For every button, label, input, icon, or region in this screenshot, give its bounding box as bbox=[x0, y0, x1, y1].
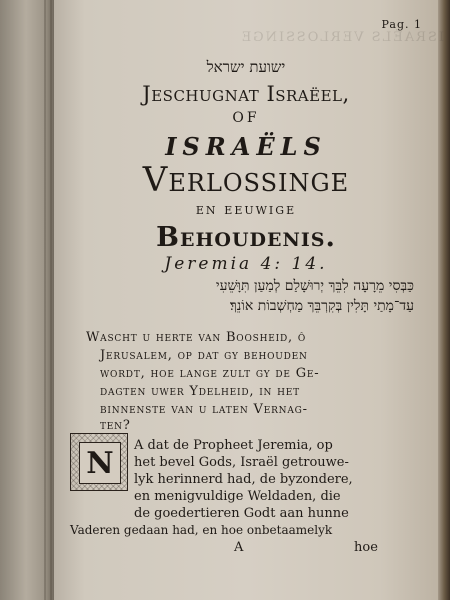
ornamental-dropcap bbox=[70, 433, 128, 491]
catchword: hoe bbox=[354, 540, 378, 555]
body-line: A dat de Propheet Jeremia, op bbox=[134, 438, 333, 453]
hebrew-title: ישועת ישראל bbox=[206, 58, 286, 76]
page-edge-line bbox=[50, 0, 52, 600]
title-israels: ISRAËLS bbox=[165, 132, 327, 161]
page-edge-line bbox=[44, 0, 46, 600]
title-verlossinge: Verlossinge bbox=[142, 160, 350, 200]
body-line: en menigvuldige Weldaden, die bbox=[134, 489, 341, 504]
verse-line: Wascht u herte van Boosheid, ô bbox=[86, 330, 307, 345]
show-through-text: ISRAËLS VERLOSSINGE bbox=[239, 30, 444, 45]
body-line: het bevel Gods, Israël getrouwe- bbox=[134, 455, 349, 470]
body-line: Vaderen gedaan had, en hoe onbetaamelyk bbox=[70, 523, 333, 537]
verse-line: binnenste van u laten Vernag- bbox=[100, 402, 308, 417]
hebrew-verse-line: עַד־מָתַי תָּלִין בְּקִרְבֵּךְ מַחְשְׁבוֹת אוֹנֵךְ׃ bbox=[229, 298, 414, 314]
book-page bbox=[54, 0, 444, 600]
title-of: OF bbox=[232, 110, 260, 126]
scripture-reference: Jeremia 4: 14. bbox=[164, 254, 328, 274]
verse-line: wordt, hoe lange zult gy de Ge- bbox=[100, 366, 320, 381]
facing-page-edge bbox=[0, 0, 58, 600]
verse-line: ten? bbox=[100, 418, 131, 433]
signature-mark: A bbox=[234, 540, 244, 555]
hebrew-verse-line: כַּבְּסִי מֵרָעָה לִבֵּךְ יְרוּשָׁלַם לְמַעַן תִּוָּשֵׁעִי bbox=[215, 278, 414, 294]
body-line: lyk herinnerd had, de byzondere, bbox=[134, 472, 353, 487]
title-behoudenis: Behoudenis. bbox=[156, 222, 336, 253]
title-en-eeuwige: en eeuwige bbox=[195, 200, 297, 218]
verse-line: dagten uwer Ydelheid, in het bbox=[100, 384, 300, 399]
verse-line: Jerusalem, op dat gy behouden bbox=[100, 348, 308, 363]
page-number: Pag. 1 bbox=[381, 18, 422, 31]
dropcap-letter: N bbox=[79, 442, 121, 484]
book-cover-edge bbox=[436, 0, 450, 600]
title-jeschugnat: Jeschugnat Israëel, bbox=[142, 82, 350, 106]
body-line: de goedertieren Godt aan hunne bbox=[134, 506, 349, 521]
